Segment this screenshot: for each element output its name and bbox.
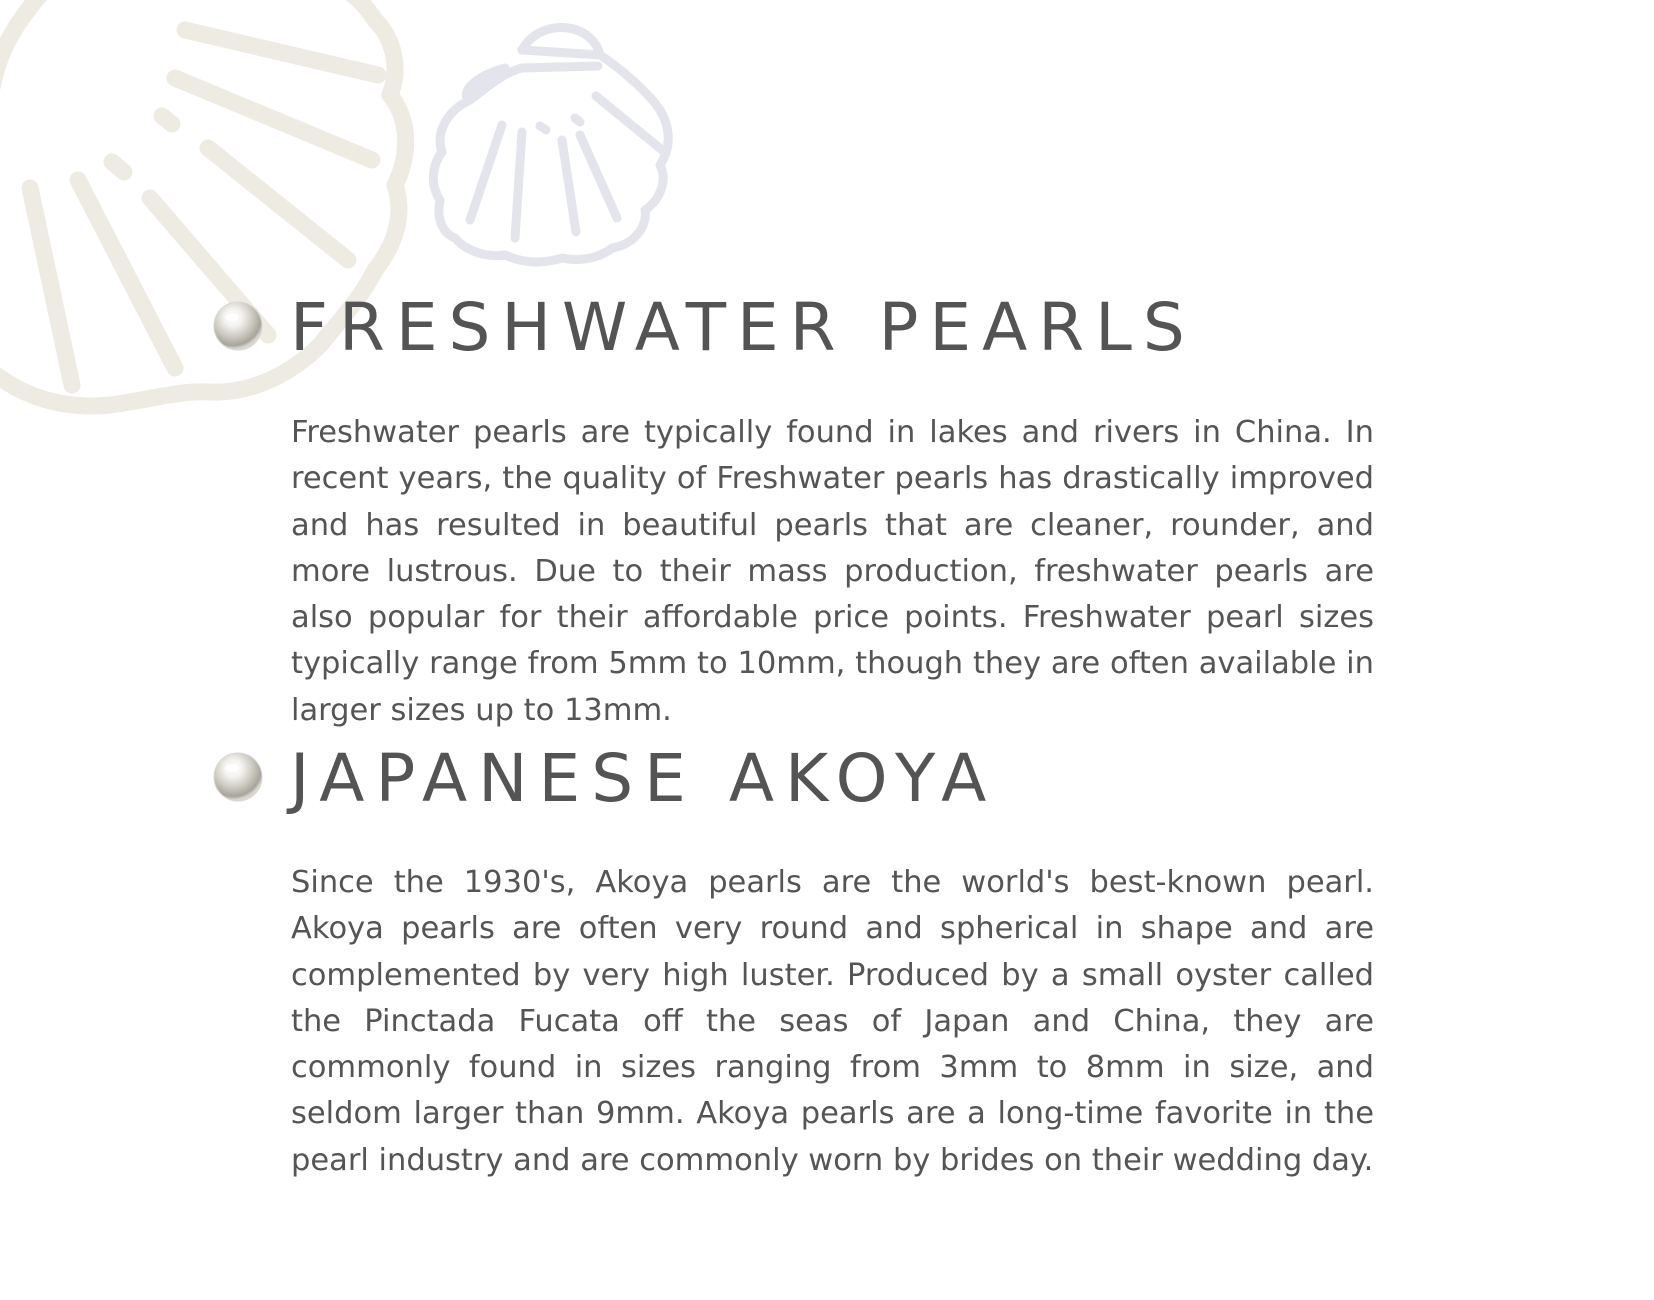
section-body: Since the 1930's, Akoya pearls are the world's best-known pearl. Akoya pearls are often very round and spherical in shape and are complemented by very high luster. Produced by a small oyster called the Pinctada Fucata off the seas of Japan and China, they are commonly found in sizes ranging from 3mm to 8mm in size, and seldom larger than 9mm. Akoya pearls are a long-time favorite in the pearl industry and are commonly worn by brides on their wedding day. — [291, 865, 1374, 1178]
section-title: FRESHWATER PEARLS — [290, 289, 1196, 366]
section-title: JAPANESE AKOYA — [290, 740, 998, 817]
small-shell-icon — [433, 27, 668, 262]
pearl-icon — [213, 301, 263, 351]
pearl-icon — [213, 752, 263, 802]
section-body: Freshwater pearls are typically found in lakes and rivers in China. In recent years, the quality of Freshwater pearls has drastically improved and has resulted in beautiful pearls that are cleaner, rounder, and more lustrous. Due to their mass production, freshwater pearls are also popular for their affordable price points. Freshwater pearl sizes typically range from 5mm to 10mm, though they are often available in larger sizes up to 13mm. — [291, 415, 1374, 728]
